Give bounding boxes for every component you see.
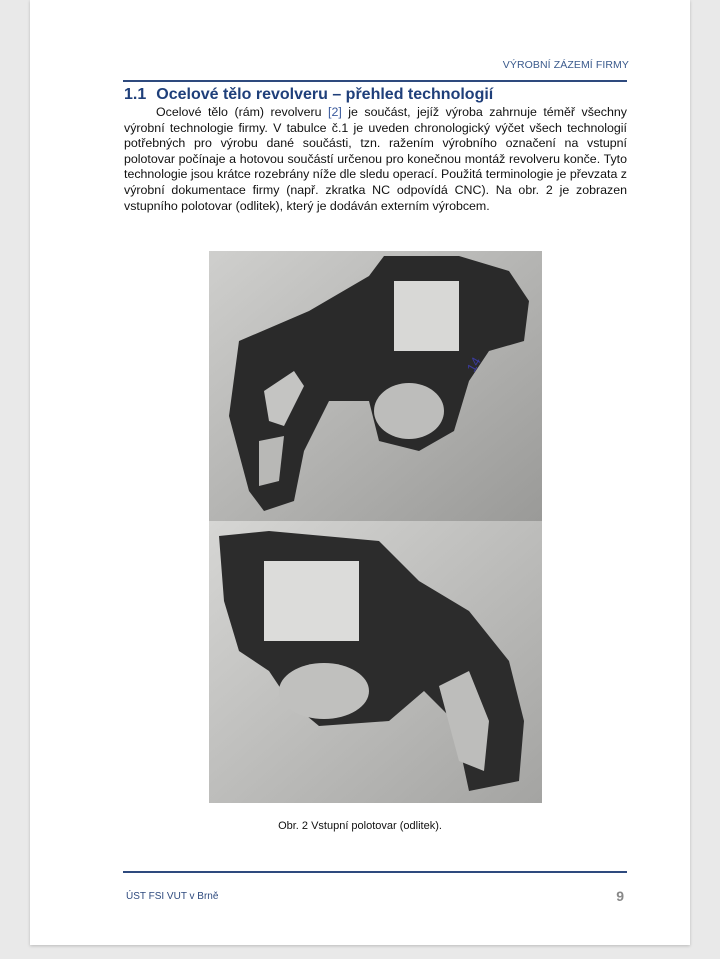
footer-institution: ÚST FSI VUT v Brně: [126, 891, 219, 902]
section-title: Ocelové tělo revolveru – přehled technologií: [156, 86, 494, 103]
header-rule: [123, 80, 627, 82]
footer-rule: [123, 871, 627, 873]
paragraph-text: je součást, jejíž výroba zahrnuje téměř všechny výrobní technologie firmy. V tabulce č.1 je uveden chronologický výčet všech technologií potřebných pro výrobu dané součásti, tzn. ražením výrobního označení na vstupní polotovar počínaje a hotovou součástí určenou pro konečnou montáž revolveru konče. Tyto technologie jsou krátce rozebrány níže dle sledu operací. Použitá terminologie je převzata z výrobní dokumentace firmy (např. zkratka NC odpovídá CNC). Na obr. 2 je zobrazen vstupního polotovar (odlitek), který je dodáván externím výrobcem.: [124, 105, 627, 213]
paragraph-text: Ocelové tělo (rám) revolveru: [156, 105, 328, 119]
figure-caption: Obr. 2 Vstupní polotovar (odlitek).: [278, 820, 442, 832]
handwritten-marking: 14: [463, 354, 484, 375]
page-number: 9: [616, 888, 624, 904]
photo-casting-bottom: [209, 521, 542, 803]
running-header: VÝROBNÍ ZÁZEMÍ FIRMY: [502, 59, 629, 71]
section-heading: [124, 86, 493, 104]
section-number: 1.1: [124, 86, 147, 103]
citation-link[interactable]: [2]: [328, 105, 342, 119]
photo-casting-top: [209, 251, 542, 521]
body-paragraph: [124, 105, 627, 214]
document-page: [30, 0, 690, 945]
